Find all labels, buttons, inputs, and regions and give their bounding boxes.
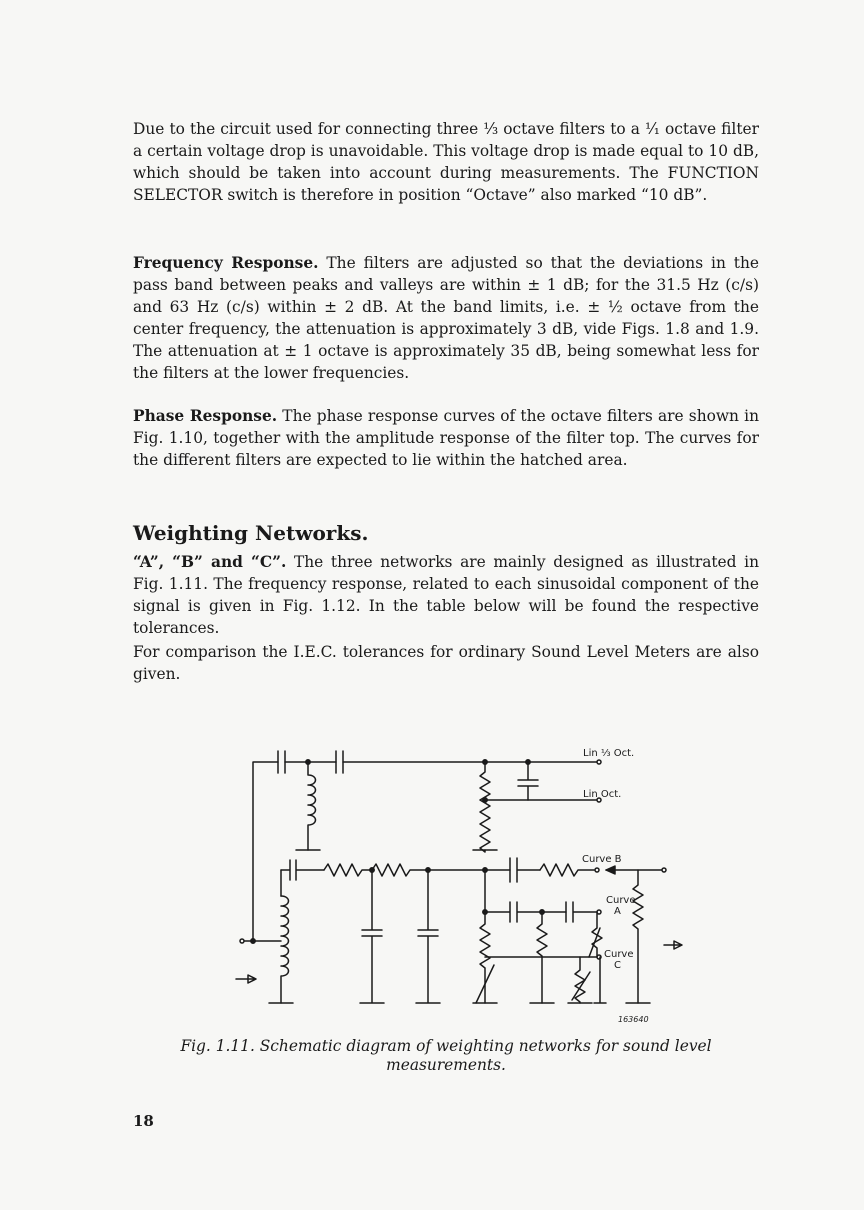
label-curve-b: Curve B — [582, 854, 622, 865]
abc-networks-text: The three networks are mainly designed as illustrated in Fig. 1.11. The frequency response, related to each sinusoidal component of the signal is given in Fig. 1.12. In the table below will be found the respective tolerances. — [133, 553, 759, 637]
frequency-response-text: The filters are adjusted so that the deviations in the pass band between peaks and valleys are within ± 1 dB; for the 31.5 Hz (c/s) and 63 Hz (c/s) within ± 2 dB. At the band limits, i.e. ± ½ octave from the center frequency, the attenuation is approximately 3 dB, vide Figs. 1.8 and 1.9. The attenuation at ± 1 octave is approximately 35 dB, being somewhat less for the filters at the lower frequencies. — [133, 254, 759, 382]
page-number: 18 — [133, 1112, 154, 1130]
phase-response-lead: Phase Response. — [133, 407, 278, 425]
figure-caption-line-2: measurements. — [386, 1056, 506, 1074]
phase-response-text: The phase response curves of the octave filters are shown in Fig. 1.10, together with the amplitude response of the filter top. The curves for the different filters are expected to lie within the hatched area. — [133, 407, 759, 469]
label-curve-a-letter: A — [614, 906, 621, 917]
label-lin-octave: Lin Oct. — [583, 789, 622, 800]
paragraph-iec-comparison: For comparison the I.E.C. tolerances for ordinary Sound Level Meters are also given. — [133, 643, 759, 683]
label-curve-c-word: Curve — [604, 949, 634, 960]
frequency-response-lead: Frequency Response. — [133, 254, 319, 272]
figure-caption — [133, 1037, 759, 1075]
abc-networks-lead: “A”, “B” and “C”. — [133, 553, 287, 571]
figure-reference-number: 163640 — [618, 1015, 649, 1024]
label-curve-c-letter: C — [614, 960, 621, 971]
section-heading-weighting-networks: Weighting Networks. — [133, 521, 369, 545]
figure-caption-line-1: Fig. 1.11. Schematic diagram of weighting networks for sound level — [180, 1037, 712, 1055]
paragraph-filter-voltage-drop: Due to the circuit used for connecting three ⅓ octave filters to a ⅟₁ octave filter a certain voltage drop is unavoidable. This voltage drop is made equal to 10 dB, which should be taken into account during measurements. The FUNCTION SELECTOR switch is therefore in position “Octave” also marked “10 dB”. — [133, 120, 759, 204]
label-curve-a-word: Curve — [606, 895, 636, 906]
label-lin-third-octave: Lin ⅓ Oct. — [583, 748, 635, 759]
